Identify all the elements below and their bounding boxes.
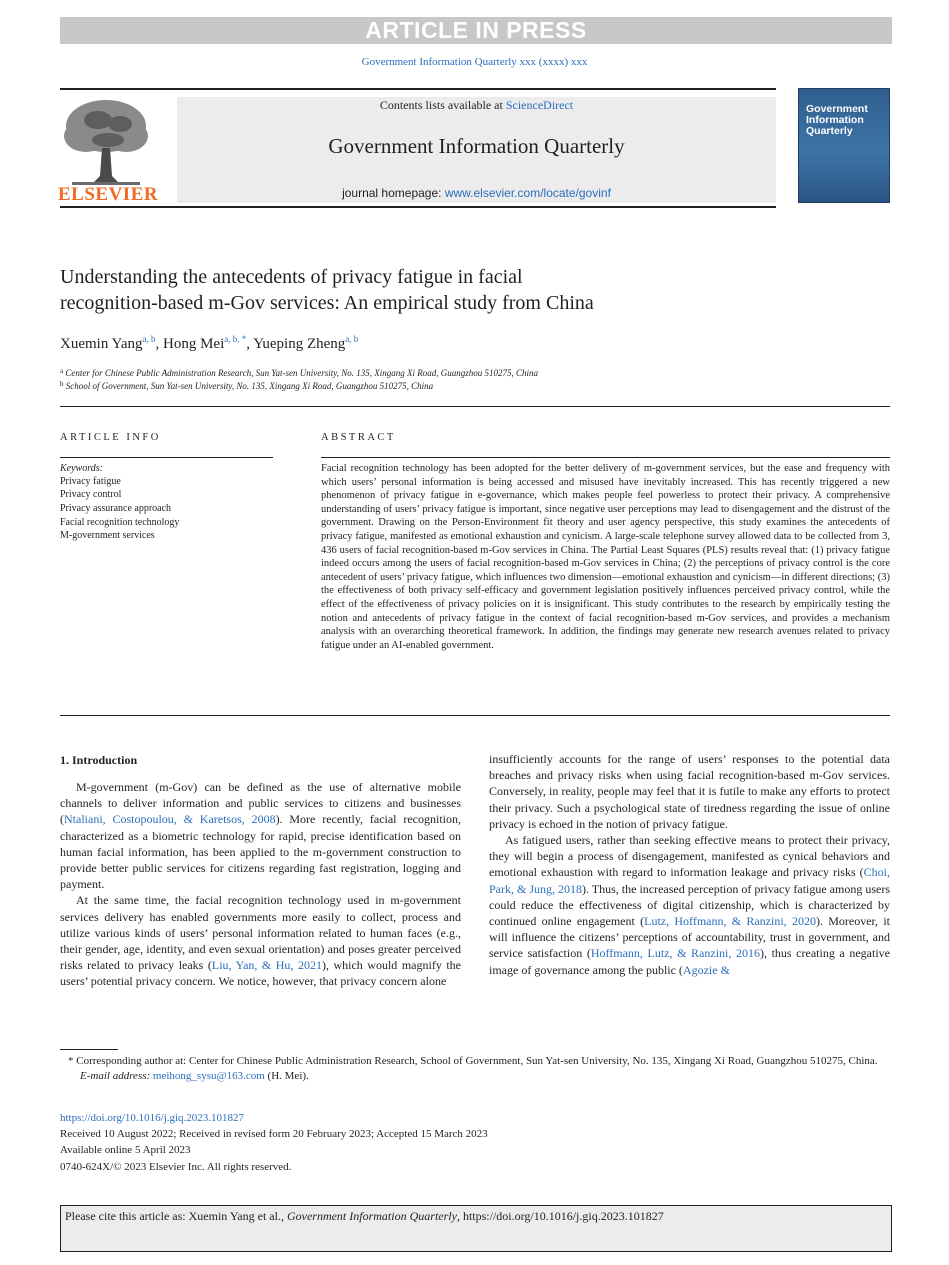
homepage-link[interactable]: www.elsevier.com/locate/govinf (444, 186, 611, 200)
paragraph (60, 892, 461, 989)
paragraph (60, 779, 461, 892)
citation-suffix: , https://doi.org/10.1016/j.giq.2023.101827 (456, 1209, 664, 1223)
publication-history: Received 10 August 2022; Received in revised form 20 February 2023; Accepted 15 March 2023 (60, 1128, 488, 1141)
affiliation-text: Center for Chinese Public Administration Research, Sun Yat-sen University, No. 135, Xingang Xi Road, Guangzhou 510275, China (65, 368, 539, 378)
abstract-rule (321, 457, 890, 458)
contents-prefix: Contents lists available at (379, 98, 506, 112)
paragraph-text: insufficiently accounts for the range of users’ responses to the potential data breaches and privacy risks when using facial recognition-based m-Gov services. Conversely, in reality, people may feel that it is futile to make any efforts to protect their privacy. Such a psychological state of tiredness regarding the issue of online privacy is echoed in the notion of privacy fatigue. (489, 752, 890, 831)
publication-info (60, 1110, 488, 1175)
footnote (60, 1054, 890, 1084)
sciencedirect-link[interactable]: ScienceDirect (505, 98, 574, 112)
email-label: E-mail address: (80, 1070, 153, 1082)
keywords-label: Keywords: (60, 463, 103, 474)
email-suffix: (H. Mei). (264, 1070, 309, 1082)
author-name: Xuemin Yang (60, 336, 143, 352)
journal-title: Government Information Quarterly (328, 134, 625, 158)
paragraph-text: ), thus creating a negative image of governance among the public ( (489, 946, 890, 977)
journal-reference-link[interactable]: Government Information Quarterly xxx (xxxx) xxx (361, 56, 588, 68)
affiliation-a (60, 367, 538, 378)
paragraph-text: At the same time, the facial recognition technology used in m-government services delivery has enabled governments more easily to collect, process and utilize various kinds of users’ personal information related to human faces (e.g., their gender, age, identity, and even sexual orientation) and poses greater perceived risks related to privacy leaks ( (60, 893, 461, 973)
email-line (60, 1069, 890, 1084)
journal-cover-title: Government Information Quarterly (806, 103, 868, 137)
section-heading-introduction: 1. Introduction (60, 753, 138, 767)
citation-text (65, 1209, 664, 1224)
citation-link[interactable]: Liu, Yan, & Hu, 2021 (211, 958, 322, 973)
paragraph-text: ). Moreover, it will influence the citizens’ perceptions of accountability, trust in government, and service satisfaction ( (489, 914, 890, 961)
affiliation-mark: a (60, 367, 64, 375)
keyword-item: Privacy assurance approach (60, 503, 172, 514)
affiliation-mark: b (60, 380, 64, 388)
body-column-left (60, 770, 461, 990)
contents-line (177, 98, 776, 113)
citation-journal: Government Information Quarterly (286, 1209, 457, 1223)
copyright-line: 0740-624X/© 2023 Elsevier Inc. All rights reserved. (60, 1160, 292, 1173)
doi-link[interactable]: https://doi.org/10.1016/j.giq.2023.101827 (60, 1112, 245, 1124)
masthead-bottom-rule (60, 206, 776, 208)
masthead-top-rule (60, 88, 776, 90)
keyword-item: Privacy control (60, 489, 122, 500)
citation-link[interactable]: Ntaliani, Costopoulou, & Karetsos, 2008 (64, 812, 276, 827)
author-affiliation-mark[interactable]: a, b (345, 334, 359, 344)
citation-link[interactable]: Agozie & (682, 962, 730, 977)
footnote-rule (60, 1049, 118, 1050)
citation-link[interactable]: Hoffmann, Lutz, & Ranzini, 2016 (590, 946, 760, 961)
corresponding-author-note: * Corresponding author at: Center for Chinese Public Administration Research, School of Government, Sun Yat-sen University, No. 135, Xingang Xi Road, Guangzhou 510275, China. (68, 1055, 878, 1067)
keyword-item: M-government services (60, 530, 155, 541)
paragraph-text: As fatigued users, rather than seeking effective means to protect their privacy, they will begin a process of disengagement, manifested as cynical behaviors and emotional exhaustion with regard to information leakage and privacy risks ( (489, 833, 890, 880)
citation-prefix: Please cite this article as: Xuemin Yang et al., (65, 1209, 287, 1223)
abstract-heading: ABSTRACT (321, 432, 396, 443)
affiliation-text: School of Government, Sun Yat-sen University, No. 135, Xingang Xi Road, Guangzhou 510275, China (65, 381, 434, 391)
journal-homepage (177, 186, 776, 200)
paragraph-text: ), which would magnify the users’ potential privacy concern. We notice, however, that privacy concern alone (60, 958, 461, 989)
paragraph-text: M-government (m-Gov) can be defined as the use of alternative mobile channels to deliver information and public services to citizens and businesses ( (60, 780, 461, 827)
author-affiliation-mark[interactable]: a, b (142, 334, 156, 344)
paragraph (489, 751, 890, 832)
body-column-right (489, 751, 890, 978)
keyword-item: Facial recognition technology (60, 517, 180, 528)
author-affiliation-mark[interactable]: a, b, * (224, 334, 247, 344)
paragraph-text: ). More recently, facial recognition, characterized as a biometric technology for rapid, precise identification based on human facial information, has been applied to the m-government construction to provide better public services for citizens regarding fast registration, logging and payment. (60, 812, 461, 892)
article-title-line-2: recognition-based m-Gov services: An empirical study from China (60, 292, 594, 314)
article-info-heading: ARTICLE INFO (60, 432, 161, 443)
article-info-rule (60, 457, 273, 458)
author-name: Hong Mei (163, 336, 225, 352)
affiliation-b (60, 380, 433, 391)
abstract-text: Facial recognition technology has been adopted for the better delivery of m-government services, but the ease and frequency with which users’ personal information is being accessed and misused have inevitably increased. This has recently triggered a new phenomenon of privacy fatigue in e-governance, which makes people feel powerless to protect their privacy. A comprehensive understanding of users’ privacy fatigue is important, since negative user perceptions may lead to disengagement and the distrust of the government. Drawing on the Person-Environment fit theory and user agency perspective, this study examines the antecedents of privacy fatigue, manifested as emotional exhaustion and cynicism. A large-scale telephone survey allowed data to be collected from 3, 436 users of facial recognition-based m-Gov services in China. The Partial Least Squares (PLS) results reveal that: (1) privacy fatigue indeed occurs among the users of facial recognition-based m-Gov services in China; (2) the perceptions of privacy control is the core antecedent of users’ privacy fatigue, which influences two dimension—emotional exhaustion and cynicism—in different directions; (3) the effectiveness of both privacy self-efficacy and government legislation positively influences perceived privacy control, while the effect of the effectiveness of privacy policies on it is insignificant. This study contributes to the research by empirically testing the notion and antecedents of privacy fatigue in the context of facial recognition-based m-Gov services, and provides a mechanism analysis with an overarching theoretical framework. In addition, the findings may generate new research avenues related to privacy fatigue under an AI-enabled government. (321, 463, 890, 651)
article-title (60, 264, 890, 316)
citation-link[interactable]: Choi, Park, & Jung, 2018 (489, 865, 890, 896)
article-title-line-1: Understanding the antecedents of privacy fatigue in facial (60, 266, 523, 288)
abstract-divider (60, 715, 890, 716)
homepage-prefix: journal homepage: (342, 186, 445, 200)
header-divider (60, 406, 890, 407)
elsevier-wordmark: ELSEVIER (58, 184, 159, 205)
keyword-item: Privacy fatigue (60, 476, 121, 487)
author-list: Xuemin Yang$^{a, b}$, Hong Mei$^{a, b, *}$, Yueping Zheng$^{a, b}$ (60, 334, 359, 352)
email-link[interactable]: meihong_sysu@163.com (152, 1070, 265, 1082)
article-in-press-banner: ARTICLE IN PRESS (60, 17, 892, 44)
citation-link[interactable]: Lutz, Hoffmann, & Ranzini, 2020 (644, 914, 816, 929)
available-online: Available online 5 April 2023 (60, 1144, 191, 1157)
paragraph (489, 832, 890, 978)
paragraph-text: ). Thus, the increased perception of privacy fatigue among users could reduce the effectiveness of digital citizenship, which is characterized by continued online engagement ( (489, 881, 891, 929)
author-name: Yueping Zheng (253, 336, 346, 352)
